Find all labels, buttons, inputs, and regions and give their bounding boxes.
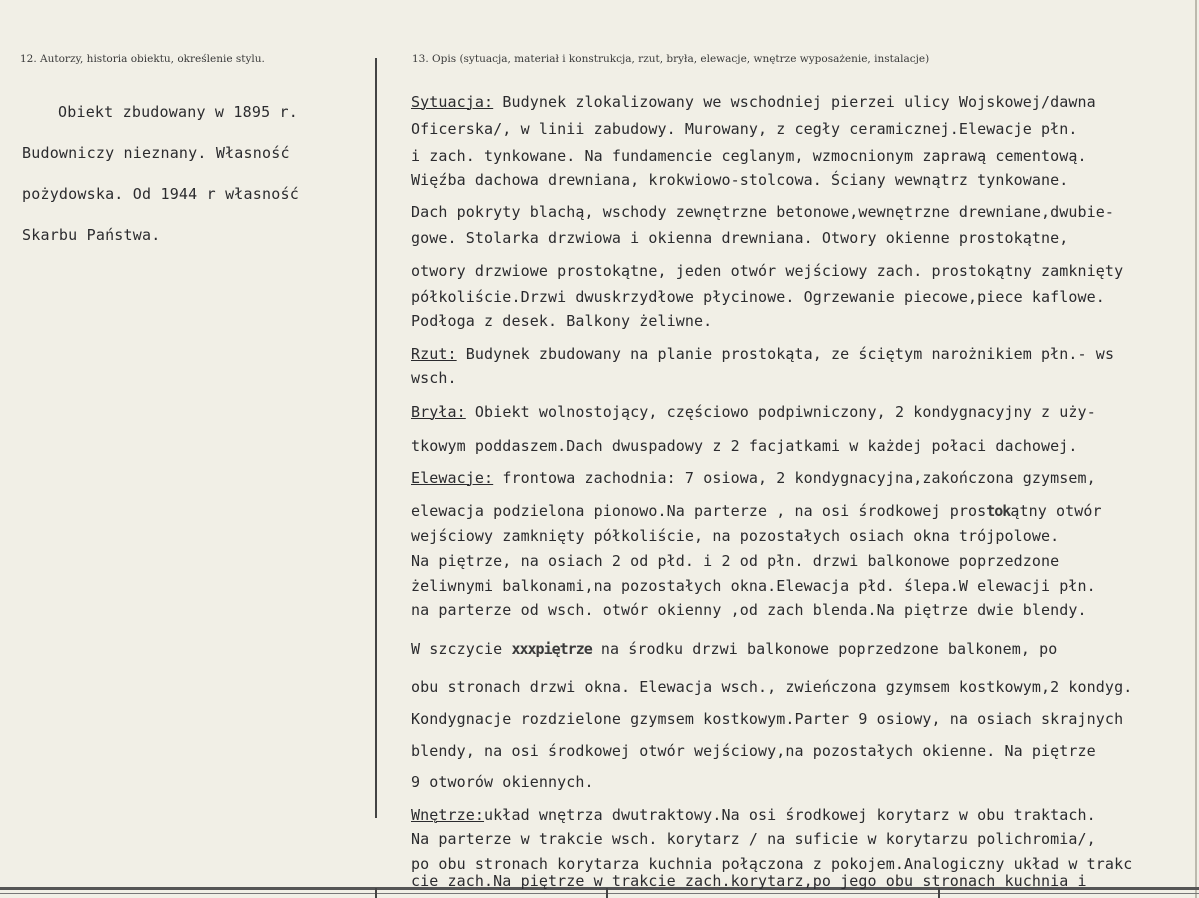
description-line: Elewacje: frontowa zachodnia: 7 osiowa, 2 kondygnacyjna,zakończona gzymsem, (411, 469, 1096, 487)
rule-tick (375, 888, 377, 898)
description-line: półkoliście.Drzwi dwuskrzydłowe płycinowe. Ogrzewanie piecowe,piece kaflowe. (411, 288, 1105, 306)
left-line: Budowniczy nieznany. Własność (22, 144, 290, 162)
description-line: gowe. Stolarka drzwiowa i okienna drewniana. Otwory okienne prostokątne, (411, 229, 1069, 247)
left-line: Obiekt zbudowany w 1895 r. (58, 103, 298, 121)
description-line: tkowym poddaszem.Dach dwuspadowy z 2 facjatkami w każdej połaci dachowej. (411, 437, 1078, 455)
section-12-header: 12. Autorzy, historia obiektu, określenie stylu. (20, 53, 265, 65)
description-line: i zach. tynkowane. Na fundamencie ceglanym, wzmocnionym zaprawą cementową. (411, 147, 1087, 165)
description-line: 9 otworów okiennych. (411, 773, 594, 791)
description-line: żeliwnymi balkonami,na pozostałych okna.Elewacja płd. ślepa.W elewacji płn. (411, 577, 1096, 595)
description-line: Na piętrze, na osiach 2 od płd. i 2 od płn. drzwi balkonowe poprzedzone (411, 552, 1060, 570)
section-13-header: 13. Opis (sytuacja, materiał i konstrukcja, rzut, bryła, elewacje, wnętrze wyposażenie, instalacje) (412, 53, 930, 65)
description-line: Sytuacja: Budynek zlokalizowany we wschodniej pierzei ulicy Wojskowej/dawna (411, 93, 1096, 111)
description-line: Kondygnacje rozdzielone gzymsem kostkowym.Parter 9 osiowy, na osiach skrajnych (411, 710, 1124, 728)
section-label-elewacje: Elewacje: (411, 469, 494, 487)
description-line: po obu stronach korytarza kuchnia połączona z pokojem.Analogiczny układ w trakc (411, 855, 1133, 873)
description-line: Bryła: Obiekt wolnostojący, częściowo podpiwniczony, 2 kondygnacyjny z uży- (411, 403, 1096, 421)
description-line: wejściowy zamknięty półkoliście, na pozostałych osiach okna trójpolowe. (411, 527, 1060, 545)
section-label-wnetrze: Wnętrze: (411, 806, 485, 824)
description-line: na parterze od wsch. otwór okienny ,od zach blenda.Na piętrze dwie blendy. (411, 601, 1087, 619)
strikethrough-text: xxxpiętrze (511, 640, 592, 658)
page-edge (1195, 0, 1197, 898)
description-line: Rzut: Budynek zbudowany na planie prostokąta, ze ściętym narożnikiem płn.- ws (411, 345, 1115, 363)
left-line: Skarbu Państwa. (22, 226, 161, 244)
description-line: otwory drzwiowe prostokątne, jeden otwór wejściowy zach. prostokątny zamknięty (411, 262, 1124, 280)
section-label-bryla: Bryła: (411, 403, 466, 421)
description-line: Na parterze w trakcie wsch. korytarz / na suficie w korytarzu polichromia/, (411, 830, 1096, 848)
description-line: Dach pokryty blachą, wschody zewnętrzne betonowe,wewnętrzne drewniane,dwubie- (411, 203, 1115, 221)
authors-history-text (22, 92, 367, 256)
section-label-rzut: Rzut: (411, 345, 457, 363)
description-line: elewacja podzielona pionowo.Na parterze , na osi środkowej prostokątny otwór (411, 502, 1102, 520)
section-label-sytuacja: Sytuacja: (411, 93, 494, 111)
description-line: W szczycie xxxpiętrze na środku drzwi balkonowe poprzedzone balkonem, po (411, 640, 1058, 658)
column-divider (375, 58, 377, 818)
description-line: Wnętrze:układ wnętrza dwutraktowy.Na osi środkowej korytarz w obu traktach. (411, 806, 1096, 824)
description-line: cie zach.Na piętrze w trakcie zach.korytarz,po jego obu stronach kuchnia i (411, 872, 1087, 890)
description-line: Podłoga z desek. Balkony żeliwne. (411, 312, 713, 330)
description-line: Więźba dachowa drewniana, krokwiowo-stolcowa. Ściany wewnątrz tynkowane. (411, 171, 1069, 189)
description-line: wsch. (411, 369, 457, 387)
description-line: Oficerska/, w linii zabudowy. Murowany, z cegły ceramicznej.Elewacje płn. (411, 120, 1078, 138)
description-line: blendy, na osi środkowej otwór wejściowy,na pozostałych okienne. Na piętrze (411, 742, 1096, 760)
description-line: obu stronach drzwi okna. Elewacja wsch., zwieńczona gzymsem kostkowym,2 kondyg. (411, 678, 1133, 696)
left-line: pożydowska. Od 1944 r własność (22, 185, 299, 203)
bottom-rule-thin (0, 893, 1199, 894)
